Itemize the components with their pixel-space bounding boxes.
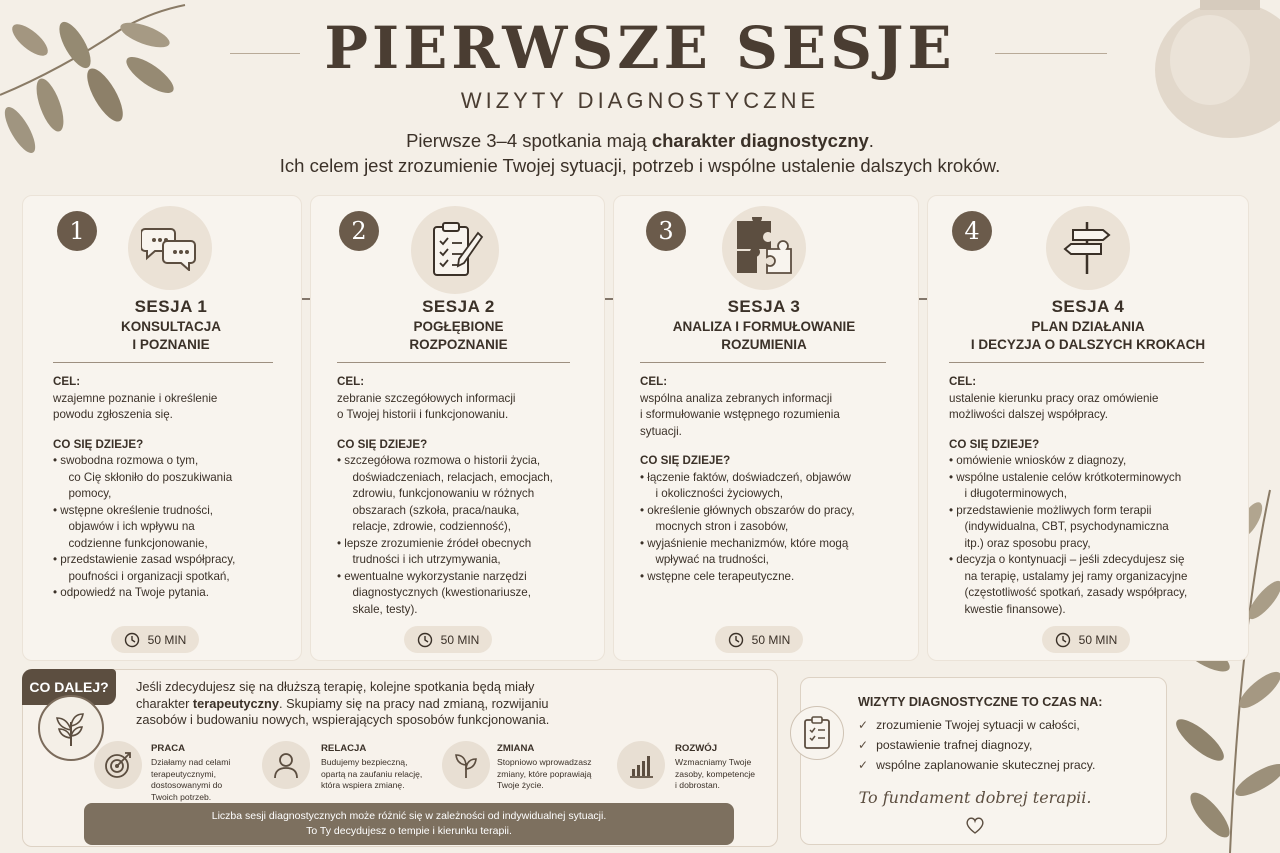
session-number-badge: 2 (339, 211, 379, 251)
divider (949, 362, 1204, 363)
heart-icon (965, 817, 985, 835)
session-card-4 (927, 195, 1249, 661)
duration-badge: 50 MIN (404, 626, 492, 653)
next-steps-tag: CO DALEJ? (22, 669, 116, 705)
session-card-3 (613, 195, 919, 661)
sprout-icon (442, 741, 490, 789)
clock-icon (417, 632, 433, 648)
duration-badge: 50 MIN (1042, 626, 1130, 653)
session-subtitle: PLAN DZIAŁANIA I DECYZJA O DALSZYCH KROKACH (970, 319, 1206, 352)
puzzle-icon (722, 206, 806, 290)
session-subtitle: ANALIZA I FORMUŁOWANIE ROZUMIENIA (672, 319, 856, 352)
session-subtitle: KONSULTACJA I POZNANIE (121, 319, 221, 352)
session-description: CEL: wspólna analiza zebranych informacji i sformułowanie wstępnego rozumienia sytuacji. CO SIĘ DZIEJE? • łączenie faktów, doświadczeń, objawów i okoliczności życiowych, • określenie głównych obszarów do pracy, mocnych stron i zasobów, • wyjaśnienie mechanizmów, które mogą wpływać na trudności, • wstępne cele terapeutyczne. (640, 375, 855, 583)
duration-badge: 50 MIN (715, 626, 803, 653)
check-icon: ✓ (858, 758, 869, 772)
tagline: To fundament dobrej terapii. (858, 788, 1092, 807)
clock-icon (1055, 632, 1071, 648)
clipboard-icon (790, 706, 844, 760)
divider (337, 362, 570, 363)
signpost-icon (1046, 206, 1130, 290)
growth-chart-icon (617, 741, 665, 789)
session-title: SESJA 2 (422, 297, 495, 316)
speech-bubbles-icon (128, 206, 212, 290)
diagnostic-item: ✓ zrozumienie Twojej sytuacji w całości, (858, 718, 1080, 732)
session-title: SESJA 4 (1051, 297, 1125, 316)
session-description: CEL: zebranie szczegółowych informacji o Twojej historii i funkcjonowaniu. CO SIĘ DZIEJE? • szczegółowa rozmowa o historii życia, doświadczeniach, relacjach, emocjach, zdrowiu, funkcjonowaniu w różnych obszarach (szkoła, praca/nauka, relacje, zdrowie, codzienność), • lepsze zrozumienie źródeł obecnych trudności i ich utrzymywania, • ewentualne wykorzystanie narzędzi diagnostycznych (kwestionariusze, skale, testy). (337, 375, 553, 616)
diagnostic-item: ✓ postawienie trafnej diagnozy, (858, 738, 1033, 752)
session-number-badge: 3 (646, 211, 686, 251)
session-number-badge: 4 (952, 211, 992, 251)
session-description: CEL: ustalenie kierunku pracy oraz omówienie możliwości dalszej współpracy. CO SIĘ DZIEJE? • omówienie wniosków z diagnozy, • wspólne ustalenie celów krótkoterminowych i długoterminowych, • przedstawienie możliwych form terapii (indywidualna, CBT, psychodynamiczna itp.) oraz sposobu pracy, • decyzja o kontynuacji – jeśli zdecydujesz się na terapię, ustalamy jej ramy organizacyjne (częstotliwość spotkań, zasady współpracy, kwestie finansowe). (949, 375, 1188, 616)
target-icon (94, 741, 142, 789)
duration-badge: 50 MIN (111, 626, 199, 653)
page-subtitle: WIZYTY DIAGNOSTYCZNE (460, 88, 820, 113)
page-title: PIERWSZE SESJE (324, 14, 956, 82)
divider (640, 362, 886, 363)
session-subtitle: POGŁĘBIONE ROZPOZNANIE (409, 319, 508, 352)
next-item-change: ZMIANA Stopniowo wprowadzasz zmiany, które poprawiają Twoje życie. (497, 743, 592, 790)
clipboard-pencil-icon (411, 206, 499, 294)
plant-icon (38, 695, 104, 761)
clock-icon (728, 632, 744, 648)
info-note-bar: Liczba sesji diagnostycznych może różnić się w zależności od indywidualnej sytuacji. To Ty decydujesz o tempie i kierunku terapii. (84, 803, 734, 845)
session-title: SESJA 3 (727, 297, 801, 316)
divider (53, 362, 273, 363)
diagnostic-summary-title: WIZYTY DIAGNOSTYCZNE TO CZAS NA: (858, 695, 1103, 709)
check-icon: ✓ (858, 738, 869, 752)
session-description: CEL: wzajemne poznanie i określenie powodu zgłoszenia się. CO SIĘ DZIEJE? • swobodna rozmowa o tym, co Cię skłoniło do poszukiwania pomocy, • wstępne określenie trudności, objawów i ich wpływu na codzienne funkcjonowanie, • przedstawienie zasad współpracy, poufności i organizacji spotkań, • odpowiedź na Twoje pytania. (53, 375, 236, 599)
session-number-badge: 1 (57, 211, 97, 251)
next-item-work: PRACA Działamy nad celami terapeutycznymi, dostosowanymi do Twoich potrzeb. (151, 743, 231, 802)
session-title: SESJA 1 (134, 297, 208, 316)
intro-text: Pierwsze 3–4 spotkania mają charakter diagnostyczny. Ich celem jest zrozumienie Twojej sytuacji, potrzeb i wspólne ustalenie dalszych kroków. (279, 130, 1001, 176)
check-icon: ✓ (858, 718, 869, 732)
next-item-growth: ROZWÓJ Wzmacniamy Twoje zasoby, kompetencje i dobrostan. (675, 743, 756, 790)
next-steps-text: Jeśli zdecydujesz się na dłuższą terapię, kolejne spotkania będą miały charakter terapeutyczny. Skupiamy się na pracy nad zmianą, rozwijaniu zasobów i budowaniu nowych, wspierających sposobów funkcjonowania. (136, 679, 550, 727)
session-card-2 (310, 195, 605, 661)
clock-icon (124, 632, 140, 648)
next-item-relation: RELACJA Budujemy bezpieczną, opartą na zaufaniu relację, która wspiera zmianę. (321, 743, 423, 790)
session-card-1 (22, 195, 302, 661)
person-icon (262, 741, 310, 789)
diagnostic-item: ✓ wspólne zaplanowanie skutecznej pracy. (858, 758, 1096, 772)
